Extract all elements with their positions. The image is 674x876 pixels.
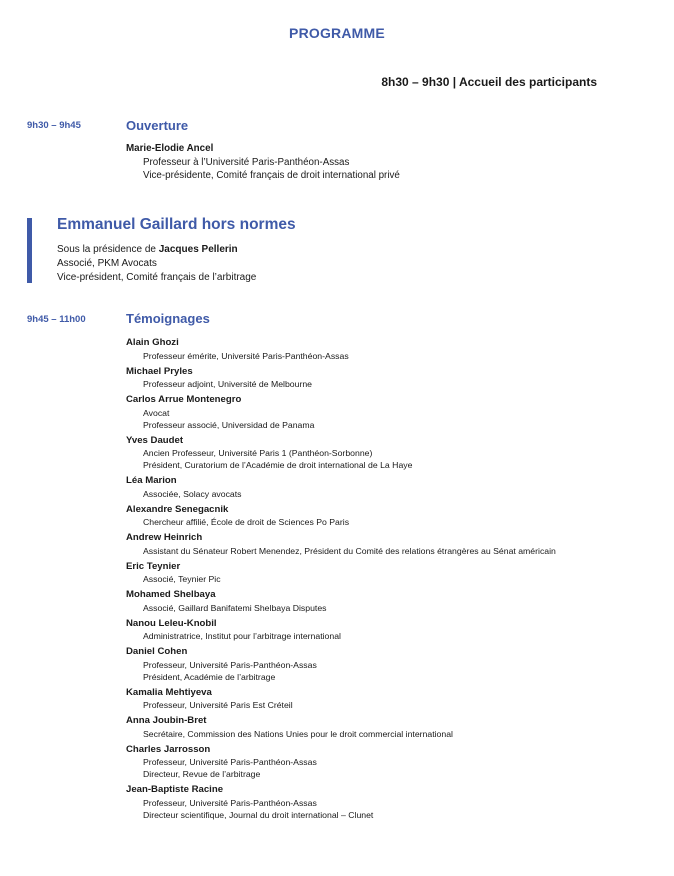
speaker-entry [126, 618, 636, 643]
testimonies-title: Témoignages [126, 311, 210, 326]
speaker-entry [126, 687, 636, 712]
speaker-entry [126, 366, 636, 391]
speaker-name: Jean-Baptiste Racine [126, 784, 224, 795]
speaker-name: Carlos Arrue Montenegro [126, 394, 242, 405]
speaker-entry [126, 504, 636, 529]
speaker-role: Professeur associé, Universidad de Panama [143, 419, 315, 430]
speaker-entry [126, 589, 636, 614]
speaker-entry [126, 784, 636, 821]
speaker-role: Professeur, Université Paris-Panthéon-Assas [143, 797, 317, 808]
speaker-role: Président, Académie de l’arbitrage [143, 671, 276, 682]
feature-chair [57, 243, 256, 285]
speaker-entry [126, 532, 636, 557]
opening-time: 9h30 – 9h45 [27, 120, 81, 131]
speaker-entry [126, 561, 636, 586]
speaker-name: Kamalia Mehtiyeva [126, 686, 212, 698]
speaker-role: Vice-présidente, Comité français de droit international privé [143, 170, 400, 181]
speaker-name: Marie-Elodie Ancel [126, 143, 214, 154]
speaker-role: Associé, Teynier Pic [143, 574, 221, 584]
feature-accent-bar [27, 218, 32, 283]
speaker-entry [126, 744, 636, 781]
speaker-role: Directeur, Revue de l’arbitrage [143, 769, 261, 779]
speaker-role: Professeur, Université Paris-Panthéon-Assas [143, 659, 317, 670]
speaker-role: Professeur adjoint, Université de Melbourne [143, 379, 313, 389]
chair-line [57, 243, 256, 257]
speaker-name: Mohamed Shelbaya [126, 589, 216, 600]
speaker-name: Nanou Leleu-Knobil [126, 617, 217, 629]
testimonies-time: 9h45 – 11h00 [27, 314, 86, 325]
speaker-name: Michael Pryles [126, 365, 193, 377]
speaker-role: Directeur scientifique, Journal du droit international – Clunet [143, 809, 374, 820]
speaker-role: Professeur, Université Paris-Panthéon-Assas [143, 757, 317, 767]
speaker-name: Daniel Cohen [126, 646, 188, 657]
chair-role: Associé, PKM Avocats [57, 258, 157, 269]
welcome-line: 8h30 – 9h30 | Accueil des participants [381, 75, 597, 89]
speaker-entry [126, 394, 636, 431]
speaker-role: Chercheur affilié, École de droit de Sciences Po Paris [143, 517, 350, 527]
speaker-role: Avocat [143, 407, 170, 418]
speaker-name: Eric Teynier [126, 560, 181, 572]
speaker-entry [126, 646, 636, 683]
speaker-entry [126, 435, 636, 472]
speaker-list [126, 337, 636, 825]
speaker-name: Léa Marion [126, 475, 177, 486]
speaker-name: Alexandre Senegacnik [126, 503, 229, 515]
speaker-role: Président, Curatorium de l’Académie de droit international de La Haye [143, 460, 413, 470]
speaker-entry [126, 715, 636, 740]
speaker-name: Yves Daudet [126, 434, 184, 446]
speaker-name: Charles Jarrosson [126, 743, 211, 755]
chair-name: Jacques Pellerin [158, 244, 238, 255]
speaker-role: Administratrice, Institut pour l’arbitrage international [143, 631, 341, 641]
speaker-role: Secrétaire, Commission des Nations Unies pour le droit commercial international [143, 728, 453, 739]
feature-title: Emmanuel Gaillard hors normes [57, 216, 296, 233]
speaker-role: Associé, Gaillard Banifatemi Shelbaya Disputes [143, 602, 327, 613]
speaker-role: Professeur, Université Paris Est Créteil [143, 700, 293, 710]
speaker-name: Andrew Heinrich [126, 532, 203, 543]
programme-title: PROGRAMME [289, 25, 385, 41]
speaker-name: Anna Joubin-Bret [126, 715, 207, 726]
opening-title: Ouverture [126, 118, 189, 133]
speaker-entry [126, 475, 636, 500]
chair-prefix: Sous la présidence de [57, 244, 159, 255]
speaker-role: Associée, Solacy avocats [143, 488, 242, 499]
speaker-name: Alain Ghozi [126, 337, 179, 348]
speaker-entry [126, 337, 636, 362]
speaker-role: Ancien Professeur, Université Paris 1 (Panthéon-Sorbonne) [143, 448, 373, 458]
chair-role: Vice-président, Comité français de l’arbitrage [57, 272, 257, 283]
speaker-role: Assistant du Sénateur Robert Menendez, Président du Comité des relations étrangères au Sénat américain [143, 545, 556, 556]
speaker-role: Professeur à l’Université Paris-Panthéon-Assas [143, 156, 350, 168]
speaker-role: Professeur émérite, Université Paris-Panthéon-Assas [143, 350, 349, 361]
opening-speaker [126, 142, 400, 183]
